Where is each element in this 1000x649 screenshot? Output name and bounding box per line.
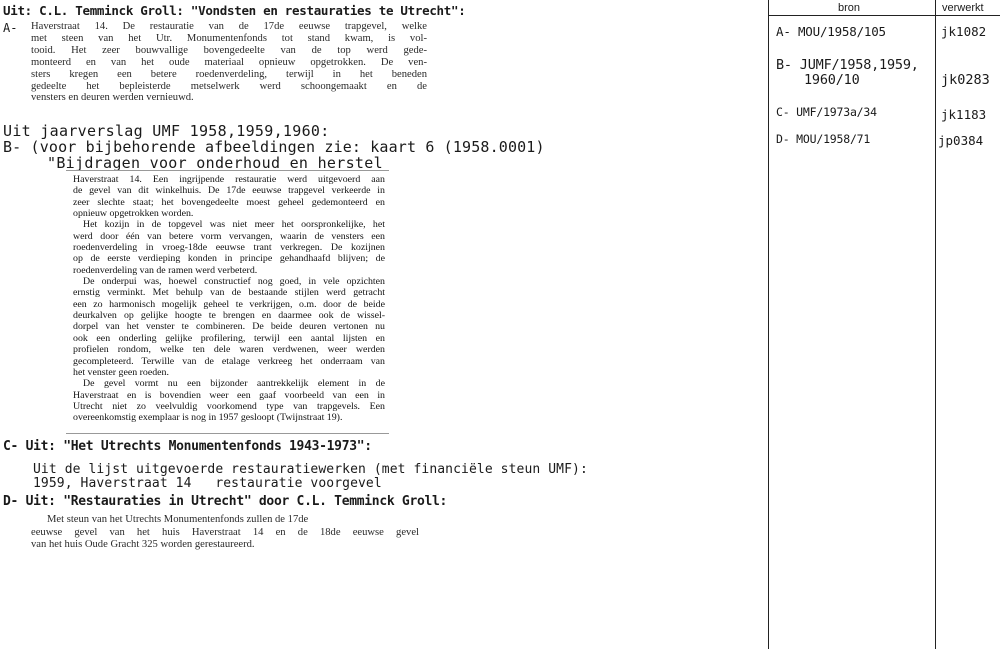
text-line: sters kregen een betere roedenverdeling, terwijl in het beneden — [31, 68, 427, 80]
clip-line: De onderpui was, hoewel constructief nog goed, in vele opzichten — [83, 276, 385, 288]
table-left-rule — [768, 0, 769, 649]
clip-line: dorpel van het venster te combineren. De beide deuren vertonen nu — [73, 321, 385, 333]
clip-line: overeenkomstig exemplaar is nog in 1957 gesloopt (Twijnstraat 19). — [73, 412, 343, 424]
section-b-heading: Uit jaarverslag UMF 1958,1959,1960: — [3, 122, 330, 140]
clip-line: op de eerste verdieping konden in principe gehandhaafd blijven; de — [73, 253, 385, 265]
table-header-rule — [768, 15, 1000, 16]
section-a-text — [31, 21, 427, 104]
clip-line: profielen rondom, welke ten dele waren verdwenen, weer werden — [73, 344, 385, 356]
clip-line: Utrecht niet zo veelvuldig voorkomend type van trapgevels. Een — [73, 400, 385, 412]
clip-line: ernstig verminkt. Met behulp van de bestaande stijlen werd getracht — [73, 287, 385, 299]
header-verwerkt: verwerkt — [942, 2, 984, 14]
clip-line: werd door één van betere vorm vervangen, waarin de vensters een — [73, 230, 385, 242]
clip-line: roedenverdeling in vroeg-18de eeuwse trant verkregen. De kozijnen — [73, 242, 385, 254]
entry-a-code: jk1082 — [941, 24, 987, 39]
text-line: vensters en deuren werden vernieuwd. — [31, 92, 194, 104]
clip-line: Het kozijn in de topgevel was niet meer het oorspronkelijke, het — [83, 219, 385, 231]
clip-line: deurkalven op gelijke hoogte te brengen en daarmee ook de wissel- — [73, 310, 385, 322]
section-a-heading: Uit: C.L. Temminck Groll: "Vondsten en restauraties te Utrecht": — [3, 3, 466, 18]
table-middle-rule — [935, 0, 936, 649]
header-bron: bron — [838, 2, 861, 14]
section-d-heading: D- Uit: "Restauraties in Utrecht" door C.L. Temminck Groll: — [3, 494, 448, 509]
clip-line: ook een onderling gelijke profilering, terwijl een aantal lijsten en — [73, 332, 385, 344]
section-a-marker: A- — [3, 21, 18, 35]
entry-b-code: jk0283 — [941, 72, 990, 88]
text-line: Haverstraat 14. De restauratie van de 17de eeuwse trapgevel, welke — [31, 21, 427, 32]
clip-line: Haverstraat 14. Een ingrijpende restauratie werd uitgevoerd aan — [73, 174, 385, 185]
clip-line: de gevel van dit winkelhuis. De 17de eeuwse trapgevel verkeerde in — [73, 185, 385, 197]
entry-a-source: A- MOU/1958/105 — [776, 24, 886, 39]
text-line: monteerd en van het oude materiaal opnieuw opgetrokken. De ven- — [31, 56, 427, 68]
section-c-list-intro: Uit de lijst uitgevoerde restauratiewerken (met financiële steun UMF): — [33, 462, 588, 477]
text-line: eeuwse gevel van het huis Haverstraat 14 en de 18de eeuwse gevel — [31, 526, 419, 538]
clip-line: roedenverdeling van de ramen werd verbeterd. — [73, 264, 258, 276]
section-b-subheading: "Bijdragen voor onderhoud en herstel — [47, 154, 383, 172]
entry-b-source-cont: 1960/10 — [804, 72, 860, 88]
newspaper-clipping — [73, 174, 385, 424]
clip-line: zeer slechte staat; het bovengedeelte moest geheel gedemonteerd en — [73, 196, 385, 208]
clip-line: gecompleteerd. Terwille van de etalage verkreeg het onderraam van — [73, 355, 385, 367]
section-d-text — [31, 514, 419, 552]
clip-line: De gevel vormt nu een bijzonder aantrekkelijk element in de — [83, 378, 385, 390]
clip-line: het venster geen roeden. — [73, 366, 169, 378]
clip-line: opnieuw opgetrokken worden. — [73, 208, 194, 220]
section-c-list-entry: 1959, Haverstraat 14 restauratie voorgevel — [33, 476, 382, 491]
section-c-heading: C- Uit: "Het Utrechts Monumentenfonds 1943-1973": — [3, 439, 372, 454]
section-b-reference: B- (voor bijbehorende afbeeldingen zie: kaart 6 (1958.0001) — [3, 138, 545, 156]
text-line: Met steun van het Utrechts Monumentenfonds zullen de 17de — [47, 514, 309, 525]
entry-b-source: B- JUMF/1958,1959, — [776, 57, 919, 73]
entry-c-code: jk1183 — [941, 107, 987, 122]
entry-c-source: C- UMF/1973a/34 — [776, 105, 877, 119]
entry-d-code: jp0384 — [938, 133, 984, 148]
text-line: met steen van het Utr. Monumentenfonds tot stand kwam, is vol- — [31, 32, 427, 44]
entry-d-source: D- MOU/1958/71 — [776, 132, 871, 146]
clip-line: Haverstraat en is bovendien weer een gaaf voorbeeld van een in — [73, 389, 385, 401]
text-line: van het huis Oude Gracht 325 worden gerestaureerd. — [31, 539, 255, 550]
text-line: tooid. Het zeer bouwvallige bovengedeelte van de top werd gede- — [31, 44, 427, 56]
text-line: gedeelte het bepleisterde metselwerk werd schoongemaakt en de — [31, 80, 427, 92]
clip-line: een zo harmonisch mogelijk geheel te verkrijgen, o.m. door de beide — [73, 298, 385, 310]
